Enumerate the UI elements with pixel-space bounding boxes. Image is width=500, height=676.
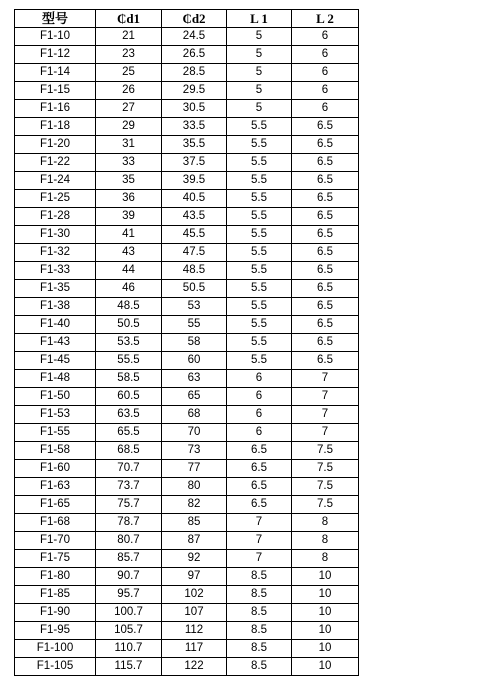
cell-l2: 10 <box>292 658 359 676</box>
cell-l2: 6.5 <box>292 190 359 208</box>
cell-l2: 8 <box>292 514 359 532</box>
cell-d1: 46 <box>96 280 162 298</box>
cell-l2: 7 <box>292 406 359 424</box>
cell-d1: 75.7 <box>96 496 162 514</box>
cell-model: F1-28 <box>15 208 96 226</box>
cell-l2: 6.5 <box>292 118 359 136</box>
cell-l1: 5 <box>227 64 292 82</box>
cell-l1: 5.5 <box>227 136 292 154</box>
cell-d2: 29.5 <box>162 82 227 100</box>
cell-l1: 5.5 <box>227 280 292 298</box>
table-row <box>15 568 359 586</box>
cell-d2: 37.5 <box>162 154 227 172</box>
cell-l2: 7.5 <box>292 496 359 514</box>
cell-d2: 68 <box>162 406 227 424</box>
cell-d1: 41 <box>96 226 162 244</box>
cell-d1: 65.5 <box>96 424 162 442</box>
cell-model: F1-12 <box>15 46 96 64</box>
table-row <box>15 262 359 280</box>
table-row <box>15 514 359 532</box>
cell-d2: 122 <box>162 658 227 676</box>
cell-l1: 5.5 <box>227 226 292 244</box>
header-l2: L 2 <box>292 10 359 28</box>
table-row <box>15 316 359 334</box>
cell-d2: 35.5 <box>162 136 227 154</box>
cell-l1: 6.5 <box>227 460 292 478</box>
cell-d1: 68.5 <box>96 442 162 460</box>
cell-d2: 65 <box>162 388 227 406</box>
cell-d1: 105.7 <box>96 622 162 640</box>
table-row <box>15 640 359 658</box>
cell-model: F1-20 <box>15 136 96 154</box>
cell-d1: 31 <box>96 136 162 154</box>
table-row <box>15 388 359 406</box>
table-row <box>15 334 359 352</box>
cell-d2: 112 <box>162 622 227 640</box>
header-model: 型号 <box>15 10 96 28</box>
cell-l1: 5.5 <box>227 118 292 136</box>
cell-d2: 92 <box>162 550 227 568</box>
cell-l2: 6.5 <box>292 352 359 370</box>
table-row <box>15 100 359 118</box>
table-row <box>15 658 359 676</box>
table-row <box>15 298 359 316</box>
table-row <box>15 604 359 622</box>
cell-d1: 36 <box>96 190 162 208</box>
cell-d1: 23 <box>96 46 162 64</box>
table-row <box>15 46 359 64</box>
cell-l1: 6 <box>227 388 292 406</box>
cell-l2: 6 <box>292 28 359 46</box>
cell-model: F1-40 <box>15 316 96 334</box>
cell-l2: 6.5 <box>292 316 359 334</box>
cell-d1: 35 <box>96 172 162 190</box>
cell-d2: 33.5 <box>162 118 227 136</box>
cell-d2: 28.5 <box>162 64 227 82</box>
cell-d1: 85.7 <box>96 550 162 568</box>
cell-model: F1-33 <box>15 262 96 280</box>
table-row <box>15 118 359 136</box>
table-row <box>15 154 359 172</box>
table-row <box>15 64 359 82</box>
cell-d1: 73.7 <box>96 478 162 496</box>
table-row <box>15 442 359 460</box>
table-row <box>15 550 359 568</box>
table-body <box>15 28 359 676</box>
cell-l2: 7.5 <box>292 460 359 478</box>
cell-d1: 39 <box>96 208 162 226</box>
cell-l2: 6.5 <box>292 208 359 226</box>
cell-d1: 48.5 <box>96 298 162 316</box>
cell-l1: 5.5 <box>227 154 292 172</box>
cell-d2: 70 <box>162 424 227 442</box>
cell-d2: 87 <box>162 532 227 550</box>
cell-l2: 6 <box>292 46 359 64</box>
cell-l1: 6.5 <box>227 478 292 496</box>
cell-l1: 5.5 <box>227 316 292 334</box>
cell-d1: 90.7 <box>96 568 162 586</box>
cell-d2: 82 <box>162 496 227 514</box>
cell-l2: 6.5 <box>292 154 359 172</box>
cell-d2: 43.5 <box>162 208 227 226</box>
table-row <box>15 586 359 604</box>
cell-l2: 10 <box>292 568 359 586</box>
cell-model: F1-63 <box>15 478 96 496</box>
cell-d1: 95.7 <box>96 586 162 604</box>
cell-l1: 8.5 <box>227 658 292 676</box>
table-row <box>15 352 359 370</box>
cell-model: F1-75 <box>15 550 96 568</box>
cell-d2: 60 <box>162 352 227 370</box>
cell-model: F1-14 <box>15 64 96 82</box>
cell-l2: 6.5 <box>292 262 359 280</box>
cell-l1: 5 <box>227 46 292 64</box>
table-row <box>15 424 359 442</box>
cell-d1: 50.5 <box>96 316 162 334</box>
cell-l1: 6 <box>227 370 292 388</box>
cell-model: F1-43 <box>15 334 96 352</box>
cell-d1: 78.7 <box>96 514 162 532</box>
cell-model: F1-58 <box>15 442 96 460</box>
cell-l1: 6 <box>227 406 292 424</box>
cell-l1: 7 <box>227 550 292 568</box>
table-row <box>15 190 359 208</box>
cell-l2: 6 <box>292 64 359 82</box>
cell-model: F1-48 <box>15 370 96 388</box>
cell-l1: 5.5 <box>227 190 292 208</box>
cell-l1: 5 <box>227 28 292 46</box>
cell-d1: 70.7 <box>96 460 162 478</box>
cell-d1: 25 <box>96 64 162 82</box>
cell-l1: 6 <box>227 424 292 442</box>
cell-l2: 7.5 <box>292 478 359 496</box>
cell-l1: 5 <box>227 100 292 118</box>
cell-d1: 26 <box>96 82 162 100</box>
cell-l2: 10 <box>292 640 359 658</box>
cell-d1: 110.7 <box>96 640 162 658</box>
table-row <box>15 82 359 100</box>
table-row <box>15 280 359 298</box>
cell-model: F1-90 <box>15 604 96 622</box>
cell-model: F1-24 <box>15 172 96 190</box>
cell-l1: 7 <box>227 514 292 532</box>
spec-table <box>14 9 359 676</box>
cell-model: F1-10 <box>15 28 96 46</box>
cell-l2: 7.5 <box>292 442 359 460</box>
cell-l2: 6.5 <box>292 226 359 244</box>
cell-model: F1-65 <box>15 496 96 514</box>
cell-d2: 47.5 <box>162 244 227 262</box>
cell-d2: 80 <box>162 478 227 496</box>
cell-l2: 6.5 <box>292 172 359 190</box>
cell-l1: 6.5 <box>227 442 292 460</box>
cell-l2: 8 <box>292 550 359 568</box>
cell-model: F1-80 <box>15 568 96 586</box>
cell-l1: 8.5 <box>227 568 292 586</box>
header-d2: ₵d2 <box>162 10 227 28</box>
cell-model: F1-68 <box>15 514 96 532</box>
cell-model: F1-70 <box>15 532 96 550</box>
cell-l2: 6.5 <box>292 298 359 316</box>
table-row <box>15 532 359 550</box>
header-l1: L 1 <box>227 10 292 28</box>
cell-d1: 43 <box>96 244 162 262</box>
cell-d1: 115.7 <box>96 658 162 676</box>
table-row <box>15 136 359 154</box>
cell-l1: 5 <box>227 82 292 100</box>
table-row <box>15 208 359 226</box>
cell-d2: 73 <box>162 442 227 460</box>
cell-d2: 50.5 <box>162 280 227 298</box>
cell-model: F1-30 <box>15 226 96 244</box>
table-row <box>15 172 359 190</box>
cell-d2: 117 <box>162 640 227 658</box>
cell-l1: 5.5 <box>227 172 292 190</box>
cell-l2: 6.5 <box>292 280 359 298</box>
cell-l1: 6.5 <box>227 496 292 514</box>
cell-l2: 7 <box>292 388 359 406</box>
cell-l1: 7 <box>227 532 292 550</box>
cell-d2: 26.5 <box>162 46 227 64</box>
cell-model: F1-55 <box>15 424 96 442</box>
cell-d2: 40.5 <box>162 190 227 208</box>
table-row <box>15 406 359 424</box>
cell-d1: 58.5 <box>96 370 162 388</box>
cell-d1: 53.5 <box>96 334 162 352</box>
cell-model: F1-85 <box>15 586 96 604</box>
table-row <box>15 478 359 496</box>
cell-l1: 5.5 <box>227 334 292 352</box>
table-row <box>15 244 359 262</box>
cell-l2: 10 <box>292 586 359 604</box>
cell-l1: 5.5 <box>227 352 292 370</box>
table-row <box>15 496 359 514</box>
cell-d2: 58 <box>162 334 227 352</box>
cell-l2: 6.5 <box>292 334 359 352</box>
cell-l2: 6 <box>292 100 359 118</box>
cell-d2: 63 <box>162 370 227 388</box>
cell-d2: 39.5 <box>162 172 227 190</box>
cell-l1: 8.5 <box>227 586 292 604</box>
cell-l2: 6.5 <box>292 136 359 154</box>
cell-l2: 10 <box>292 622 359 640</box>
cell-l2: 10 <box>292 604 359 622</box>
cell-d2: 102 <box>162 586 227 604</box>
cell-model: F1-25 <box>15 190 96 208</box>
cell-d2: 107 <box>162 604 227 622</box>
cell-d1: 29 <box>96 118 162 136</box>
cell-d1: 44 <box>96 262 162 280</box>
cell-model: F1-38 <box>15 298 96 316</box>
cell-l2: 7 <box>292 370 359 388</box>
cell-d2: 97 <box>162 568 227 586</box>
cell-model: F1-32 <box>15 244 96 262</box>
cell-d2: 30.5 <box>162 100 227 118</box>
table-row <box>15 622 359 640</box>
cell-d1: 60.5 <box>96 388 162 406</box>
cell-l1: 8.5 <box>227 622 292 640</box>
cell-l2: 8 <box>292 532 359 550</box>
table-row <box>15 226 359 244</box>
cell-d2: 55 <box>162 316 227 334</box>
table-row <box>15 28 359 46</box>
cell-model: F1-95 <box>15 622 96 640</box>
cell-d2: 24.5 <box>162 28 227 46</box>
cell-d2: 48.5 <box>162 262 227 280</box>
cell-l2: 7 <box>292 424 359 442</box>
table-row <box>15 460 359 478</box>
header-d1: ₵d1 <box>96 10 162 28</box>
cell-d2: 53 <box>162 298 227 316</box>
cell-d1: 27 <box>96 100 162 118</box>
cell-l1: 5.5 <box>227 298 292 316</box>
cell-model: F1-15 <box>15 82 96 100</box>
cell-d1: 100.7 <box>96 604 162 622</box>
cell-d2: 85 <box>162 514 227 532</box>
cell-l1: 8.5 <box>227 640 292 658</box>
cell-model: F1-50 <box>15 388 96 406</box>
cell-d2: 45.5 <box>162 226 227 244</box>
cell-d1: 55.5 <box>96 352 162 370</box>
cell-model: F1-53 <box>15 406 96 424</box>
cell-d1: 21 <box>96 28 162 46</box>
cell-model: F1-105 <box>15 658 96 676</box>
cell-model: F1-16 <box>15 100 96 118</box>
cell-l1: 8.5 <box>227 604 292 622</box>
cell-d1: 63.5 <box>96 406 162 424</box>
cell-model: F1-35 <box>15 280 96 298</box>
cell-l2: 6 <box>292 82 359 100</box>
cell-l1: 5.5 <box>227 208 292 226</box>
cell-l2: 6.5 <box>292 244 359 262</box>
header-row <box>15 10 359 28</box>
cell-l1: 5.5 <box>227 262 292 280</box>
cell-model: F1-60 <box>15 460 96 478</box>
cell-d1: 33 <box>96 154 162 172</box>
cell-model: F1-100 <box>15 640 96 658</box>
cell-model: F1-18 <box>15 118 96 136</box>
cell-l1: 5.5 <box>227 244 292 262</box>
table-row <box>15 370 359 388</box>
cell-d2: 77 <box>162 460 227 478</box>
cell-model: F1-45 <box>15 352 96 370</box>
cell-d1: 80.7 <box>96 532 162 550</box>
cell-model: F1-22 <box>15 154 96 172</box>
